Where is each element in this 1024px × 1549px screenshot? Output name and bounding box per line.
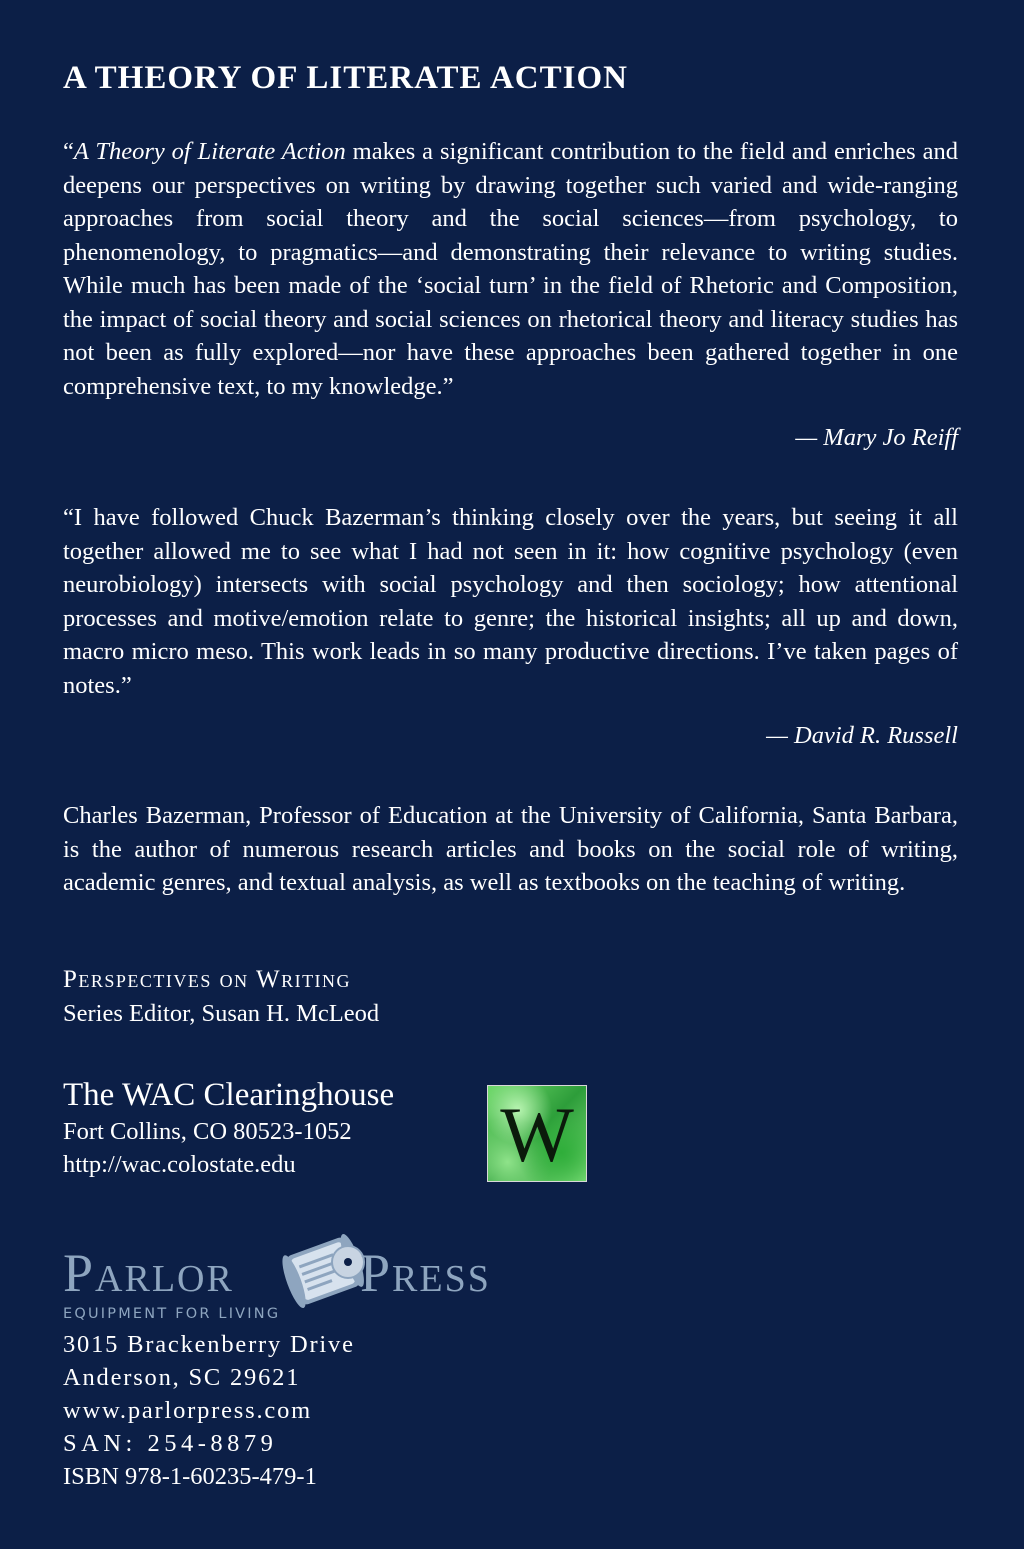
parlor-tagline: EQUIPMENT FOR LIVING <box>63 1306 281 1322</box>
series-info <box>63 963 379 1030</box>
isbn-number: ISBN 978-1-60235-479-1 <box>63 1463 317 1490</box>
wac-publisher-block <box>63 1075 394 1181</box>
attribution-reiff: — Mary Jo Reiff <box>795 424 958 451</box>
attribution-russell: — David R. Russell <box>766 722 958 749</box>
author-bio: Charles Bazerman, Professor of Education at the University of California, Santa Barbara, is the author of numerous research articles and books on the social role of writing, academic genres, and textual analysis, as well as textbooks on the teaching of writing. <box>63 802 958 896</box>
wac-logo <box>487 1085 587 1182</box>
san-number: SAN: 254-8879 <box>63 1430 278 1457</box>
wac-city: Fort Collins, CO 80523-1052 <box>63 1118 352 1145</box>
press-word: Press <box>360 1243 491 1303</box>
series-name: Perspectives on Writing <box>63 966 352 993</box>
review-quote-russell: “I have followed Chuck Bazerman’s thinking closely over the years, but seeing it all together allowed me to see what I had not seen in it: how cognitive psychology (even neurobiology) intersects with social psychology and then sociology; how attentional processes and motive/emotion relate to genre; the historical insights; all up and down, macro micro meso. This work leads in so many productive directions. I’ve taken pages of notes.” <box>63 504 958 699</box>
wac-url[interactable]: http://wac.colostate.edu <box>63 1151 296 1178</box>
book-title: A THEORY OF LITERATE ACTION <box>63 60 628 96</box>
review-quote-reiff <box>63 135 958 403</box>
address-line1: 3015 Brackenberry Drive <box>63 1331 355 1358</box>
quote-open-mark: “ <box>63 138 74 165</box>
wac-logo-letter: W <box>500 1091 574 1178</box>
parlor-press-logo <box>63 1222 543 1327</box>
parlor-press-address <box>63 1328 355 1493</box>
wac-name: The WAC Clearinghouse <box>63 1077 395 1113</box>
parlor-word: Parlor <box>63 1243 234 1303</box>
series-editor: Series Editor, Susan H. McLeod <box>63 999 380 1027</box>
quoted-book-title: A Theory of Literate Action <box>73 138 346 165</box>
quote-body: makes a significant contribution to the field and enriches and deepens our perspectives on writing by drawing together such varied and wide-ranging approaches from social theory and the social sciences—from psychology, to phenomenology, to pragmatics—and demonstrating their relevance to writing studies. While much has been made of the ‘social turn’ in the field of Rhetoric and Composition, the impact of social theory and social sciences on rhetorical theory and literacy studies has not been as fully explored—nor have these approaches been gathered together in one comprehensive text, to my knowledge.” <box>63 138 958 400</box>
address-line2: Anderson, SC 29621 <box>63 1364 301 1391</box>
parlor-website[interactable]: www.parlorpress.com <box>63 1397 312 1424</box>
